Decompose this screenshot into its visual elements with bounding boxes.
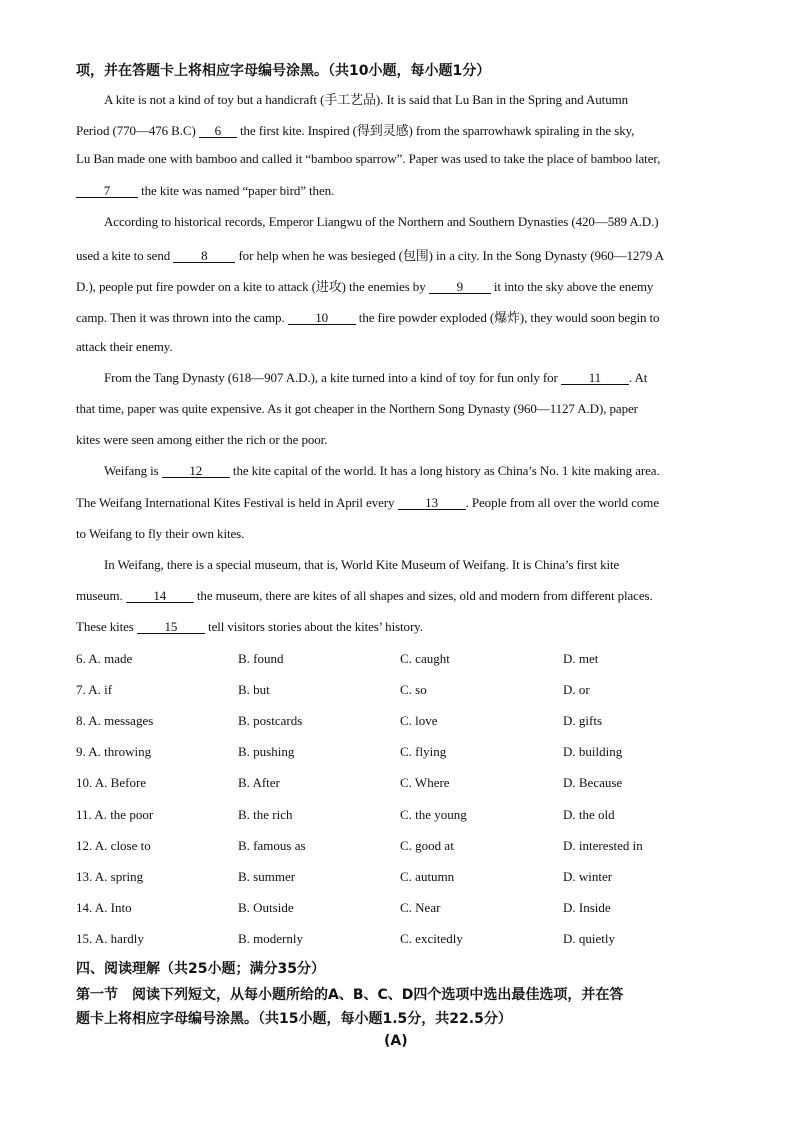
option-a[interactable]: 14. A. Into <box>76 900 132 915</box>
section-instruction: 题卡上将相应字母编号涂黑。（共15小题，每小题1.5分，共22.5分） <box>76 1011 512 1027</box>
option-d[interactable]: D. Inside <box>563 900 611 915</box>
passage-line: camp. Then it was thrown into the camp. 10 the fire powder exploded (爆炸), they would soon begin to <box>76 310 660 325</box>
options-row-12 <box>76 838 716 856</box>
passage-line: D.), people put fire powder on a kite to attack (进攻) the enemies by 9 it into the sky above the enemy <box>76 279 654 294</box>
option-d[interactable]: D. met <box>563 651 599 666</box>
passage-line: attack their enemy. <box>76 339 173 354</box>
passage-line: The Weifang International Kites Festival is held in April every 13 . People from all over the world come <box>76 495 659 510</box>
passage-line: Weifang is 12 the kite capital of the world. It has a long history as China’s No. 1 kite making area. <box>104 463 660 478</box>
option-a[interactable]: 15. A. hardly <box>76 931 144 946</box>
section-instruction: 第一节 阅读下列短文，从每小题所给的A、B、C、D四个选项中选出最佳选项，并在答 <box>76 987 624 1003</box>
option-c[interactable]: C. Near <box>400 900 441 915</box>
option-b[interactable]: B. but <box>238 682 270 697</box>
options-row-10 <box>76 775 716 793</box>
option-b[interactable]: B. the rich <box>238 807 293 822</box>
passage-line: A kite is not a kind of toy but a handicraft (手工艺品). It is said that Lu Ban in the Spring and Autumn <box>104 92 629 107</box>
blank-10: 10 <box>288 311 356 325</box>
option-a[interactable]: 7. A. if <box>76 682 113 697</box>
option-c[interactable]: C. Where <box>400 775 450 790</box>
option-c[interactable]: C. love <box>400 713 438 728</box>
option-b[interactable]: B. pushing <box>238 744 295 759</box>
passage-line: that time, paper was quite expensive. As it got cheaper in the Northern Song Dynasty (960—1127 A.D), paper <box>76 401 638 416</box>
option-c[interactable]: C. flying <box>400 744 447 759</box>
passage-line: 7 the kite was named “paper bird” then. <box>76 183 334 199</box>
blank-12: 12 <box>162 464 230 478</box>
options-row-13 <box>76 869 716 887</box>
option-d[interactable]: D. the old <box>563 807 615 822</box>
passage-label: (A) <box>384 1033 408 1049</box>
option-c[interactable]: C. autumn <box>400 869 455 884</box>
passage-line: kites were seen among either the rich or the poor. <box>76 432 328 447</box>
options-row-6 <box>76 651 716 669</box>
option-b[interactable]: B. Outside <box>238 900 294 915</box>
option-a[interactable]: 13. A. spring <box>76 869 144 884</box>
option-a[interactable]: 12. A. close to <box>76 838 151 853</box>
option-d[interactable]: D. interested in <box>563 838 643 853</box>
option-b[interactable]: B. famous as <box>238 838 306 853</box>
option-c[interactable]: C. so <box>400 682 427 697</box>
options-row-11 <box>76 807 716 825</box>
section-instruction: 项，并在答题卡上将相应字母编号涂黑。（共10小题，每小题1分） <box>76 63 491 79</box>
option-c[interactable]: C. the young <box>400 807 467 822</box>
blank-8: 8 <box>173 249 235 263</box>
option-c[interactable]: C. excitedly <box>400 931 463 946</box>
blank-13: 13 <box>398 496 466 510</box>
option-d[interactable]: D. building <box>563 744 623 759</box>
passage-line: Period (770—476 B.C) 6 the first kite. Inspired (得到灵感) from the sparrowhawk spiraling in the sky, <box>76 123 635 138</box>
options-row-7 <box>76 682 716 700</box>
option-d[interactable]: D. Because <box>563 775 623 790</box>
passage-line: museum. 14 the museum, there are kites of all shapes and sizes, old and modern from different places. <box>76 588 653 603</box>
blank-6: 6 <box>199 124 237 138</box>
option-d[interactable]: D. winter <box>563 869 613 884</box>
section-title: 四、阅读理解（共25小题；满分35分） <box>76 961 325 977</box>
passage-line: used a kite to send 8 for help when he was besieged (包围) in a city. In the Song Dynasty (960—1279 A <box>76 248 664 263</box>
options-row-14 <box>76 900 716 918</box>
passage-line: According to historical records, Emperor Liangwu of the Northern and Southern Dynasties (420—589 A.D.) <box>104 214 659 229</box>
blank-11: 11 <box>561 371 629 385</box>
passage-line: These kites 15 tell visitors stories about the kites’ history. <box>76 619 423 634</box>
option-a[interactable]: 8. A. messages <box>76 713 154 728</box>
option-a[interactable]: 10. A. Before <box>76 775 147 790</box>
option-d[interactable]: D. gifts <box>563 713 602 728</box>
option-b[interactable]: B. found <box>238 651 284 666</box>
options-row-9 <box>76 744 716 762</box>
option-a[interactable]: 11. A. the poor <box>76 807 154 822</box>
option-d[interactable]: D. or <box>563 682 590 697</box>
option-c[interactable]: C. caught <box>400 651 450 666</box>
option-a[interactable]: 6. A. made <box>76 651 133 666</box>
passage-line: to Weifang to fly their own kites. <box>76 526 245 541</box>
passage-line: From the Tang Dynasty (618—907 A.D.), a kite turned into a kind of toy for fun only for 11 . At <box>104 370 648 385</box>
option-b[interactable]: B. modernly <box>238 931 303 946</box>
blank-9: 9 <box>429 280 491 294</box>
option-b[interactable]: B. After <box>238 775 280 790</box>
blank-15: 15 <box>137 620 205 634</box>
blank-14: 14 <box>126 589 194 603</box>
option-d[interactable]: D. quietly <box>563 931 615 946</box>
blank-7: 7 <box>76 184 138 198</box>
passage-line: In Weifang, there is a special museum, that is, World Kite Museum of Weifang. It is China’s first kite <box>104 557 620 572</box>
option-c[interactable]: C. good at <box>400 838 454 853</box>
option-a[interactable]: 9. A. throwing <box>76 744 152 759</box>
options-row-8 <box>76 713 716 731</box>
passage-line: Lu Ban made one with bamboo and called it “bamboo sparrow”. Paper was used to take the place of bamboo later, <box>76 151 661 166</box>
option-b[interactable]: B. postcards <box>238 713 303 728</box>
options-row-15 <box>76 931 716 949</box>
option-b[interactable]: B. summer <box>238 869 296 884</box>
